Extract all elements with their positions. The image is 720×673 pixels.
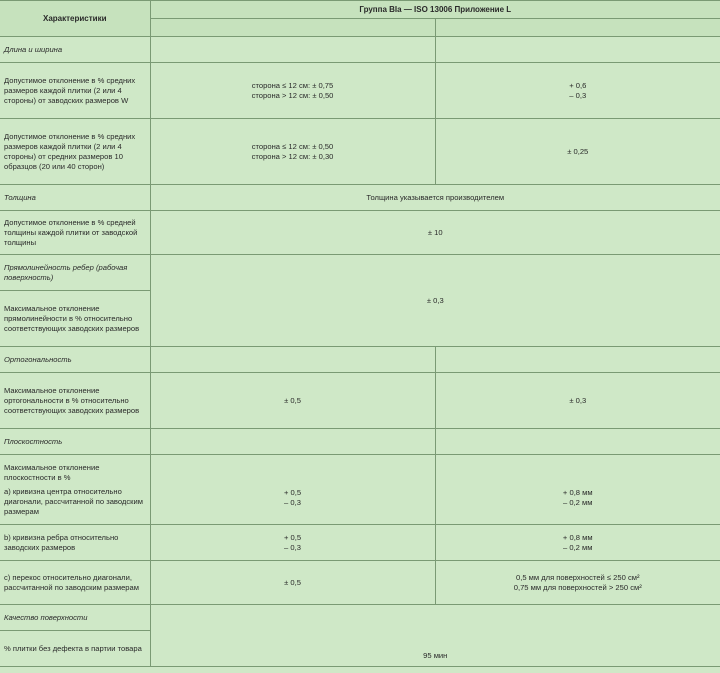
row-lw-dev-work-col2: сторона ≤ 12 см: ± 0,75 сторона > 12 см: ± 0,50 bbox=[150, 63, 435, 119]
thickness-note: Толщина указывается производителем bbox=[150, 185, 720, 211]
row-lw-dev-avg-col3: ± 0,25 bbox=[435, 119, 720, 185]
row-label-ortho-dev: Максимальное отклонение ортогональности в % относительно соответствующих заводских размеров bbox=[0, 373, 150, 429]
straightness-value: ± 0,3 bbox=[150, 255, 720, 347]
row-label-flat-edge: b) кривизна ребра относительно заводских размеров bbox=[0, 525, 150, 561]
surface-pct-value: 95 мин bbox=[150, 605, 720, 667]
header-characteristics: Характеристики bbox=[0, 1, 150, 37]
row-label-flat-skew: c) перекос относительно диагонали, рассчитанной по заводским размерам bbox=[0, 561, 150, 605]
row-lw-dev-work-col3: + 0,6 – 0,3 bbox=[435, 63, 720, 119]
section-surface-quality: Качество поверхности bbox=[0, 605, 150, 631]
flat-center-col2: + 0,5 – 0,3 bbox=[150, 455, 435, 525]
thickness-dev-value: ± 10 bbox=[150, 211, 720, 255]
section-straightness: Прямолинейность ребер (рабочая поверхность) bbox=[0, 255, 150, 291]
row-label-surface-pct: % плитки без дефекта в партии товара bbox=[0, 631, 150, 667]
row-label-thickness-dev: Допустимое отклонение в % средней толщины каждой плитки от заводской толщины bbox=[0, 211, 150, 255]
section-thickness: Толщина bbox=[0, 185, 150, 211]
flat-center-col3: + 0,8 мм – 0,2 мм bbox=[435, 455, 720, 525]
flat-edge-col3: + 0,8 мм – 0,2 мм bbox=[435, 525, 720, 561]
ortho-col3: ± 0,3 bbox=[435, 373, 720, 429]
header-empty-col3 bbox=[435, 19, 720, 37]
row-label-straightness-dev: Максимальное отклонение прямолинейности в % относительно соответствующих заводских размеров bbox=[0, 291, 150, 347]
flat-skew-col2: ± 0,5 bbox=[150, 561, 435, 605]
row-label-flat-center: Максимальное отклонение плоскостности в % а) кривизна центра относительно диагонали, рассчитанной по заводским размерам bbox=[0, 455, 150, 525]
row-lw-dev-avg-col2: сторона ≤ 12 см: ± 0,50 сторона > 12 см: ± 0,30 bbox=[150, 119, 435, 185]
header-group: Группа BIa — ISO 13006 Приложение L bbox=[150, 1, 720, 19]
section-orthogonality: Ортогональность bbox=[0, 347, 150, 373]
section-length-width: Длина и ширина bbox=[0, 37, 150, 63]
header-empty-col2 bbox=[150, 19, 435, 37]
section-flatness: Плоскостность bbox=[0, 429, 150, 455]
row-label-lw-dev-work: Допустимое отклонение в % средних размеров каждой плитки (2 или 4 стороны) от заводских размеров W bbox=[0, 63, 150, 119]
row-label-lw-dev-avg: Допустимое отклонение в % средних размеров каждой плитки (2 или 4 стороны) от средних размеров 10 образцов (20 или 40 сторон) bbox=[0, 119, 150, 185]
flat-skew-col3: 0,5 мм для поверхностей ≤ 250 см² 0,75 мм для поверхностей > 250 см² bbox=[435, 561, 720, 605]
flat-edge-col2: + 0,5 – 0,3 bbox=[150, 525, 435, 561]
ortho-col2: ± 0,5 bbox=[150, 373, 435, 429]
